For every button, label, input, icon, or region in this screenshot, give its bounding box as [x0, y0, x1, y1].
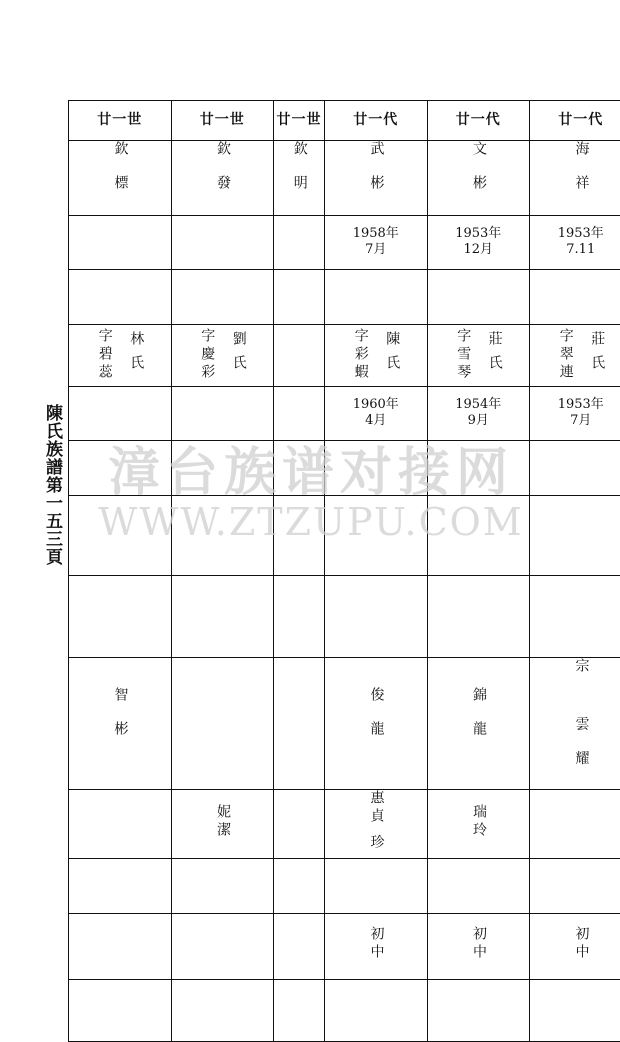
header-cell [171, 101, 274, 141]
row-education [69, 913, 620, 980]
sons-value: 宗 雲耀 [572, 658, 590, 784]
row-daughters [69, 790, 620, 859]
spouse-birth-cell [69, 386, 172, 441]
spouse-birth-cell [427, 386, 530, 441]
header-label: 廿一世 [97, 112, 142, 128]
row-burial [69, 495, 620, 575]
name-value: 文彬 [470, 141, 488, 209]
empty-cell [325, 441, 428, 496]
row-birth [69, 215, 620, 270]
empty-cell [530, 441, 620, 496]
birth-cell [427, 215, 530, 270]
header-label: 廿一代 [558, 112, 603, 128]
empty-cell [171, 980, 274, 1042]
spouse-birth-value: 1954年9月 [453, 397, 503, 430]
row-spouse [69, 324, 620, 386]
empty-cell [427, 270, 530, 325]
watermark-chinese: 漳台族谱对接网 [76, 430, 546, 505]
name-cell [427, 141, 530, 216]
spouse-surname: 莊氏 [588, 331, 606, 379]
spouse-cell [427, 324, 530, 386]
row-name [69, 141, 620, 216]
spouse-birth-cell [325, 386, 428, 441]
sons-value: 俊龍 [367, 687, 385, 755]
empty-cell [427, 575, 530, 657]
empty-cell [69, 575, 172, 657]
spouse-cell [69, 324, 172, 386]
empty-cell [274, 495, 325, 575]
spouse-cell [274, 324, 325, 386]
daughters-value: 瑞玲 [470, 804, 488, 840]
empty-cell [274, 270, 325, 325]
spouse-cell [325, 324, 428, 386]
empty-cell [530, 575, 620, 657]
spouse-birth-cell [171, 386, 274, 441]
birth-cell [69, 215, 172, 270]
empty-cell [427, 859, 530, 914]
empty-cell [171, 441, 274, 496]
education-cell [171, 913, 274, 980]
education-cell [325, 913, 428, 980]
birth-value: 1958年7月 [351, 226, 401, 259]
sons-cell [530, 657, 620, 790]
name-cell [171, 141, 274, 216]
birth-cell [530, 215, 620, 270]
empty-cell [69, 980, 172, 1042]
empty-cell [530, 270, 620, 325]
sons-cell [427, 657, 530, 790]
daughters-cell [274, 790, 325, 859]
spouse-cell [530, 324, 620, 386]
name-cell [530, 141, 620, 216]
birth-value: 1953年7.11 [556, 226, 606, 259]
empty-cell [171, 270, 274, 325]
empty-cell [171, 859, 274, 914]
spouse-entry [530, 328, 620, 382]
empty-cell [171, 575, 274, 657]
sons-value: 智彬 [111, 687, 129, 755]
empty-cell [69, 859, 172, 914]
sons-cell [69, 657, 172, 790]
empty-cell [274, 859, 325, 914]
name-value: 欽標 [111, 141, 129, 209]
sons-cell [171, 657, 274, 790]
sons-value: 錦龍 [470, 687, 488, 755]
daughters-value: 惠貞 珍 [367, 790, 385, 852]
daughters-cell [69, 790, 172, 859]
spouse-surname: 莊氏 [485, 331, 503, 379]
spouse-surname: 陳氏 [383, 331, 401, 379]
empty-cell [69, 441, 172, 496]
empty-cell [325, 980, 428, 1042]
row-spouse-birth [69, 386, 620, 441]
row-notes [69, 980, 620, 1042]
education-cell [69, 913, 172, 980]
watermark-url: WWW.ZTZUPU.COM [76, 500, 546, 544]
spouse-entry [69, 328, 171, 382]
spouse-courtesy-name: 字翠連 [556, 328, 574, 382]
spouse-courtesy-name: 字彩蝦 [351, 328, 369, 382]
header-label: 廿一世 [277, 112, 322, 128]
empty-cell [325, 495, 428, 575]
empty-cell [325, 270, 428, 325]
spouse-courtesy-name: 字慶彩 [198, 328, 216, 382]
spouse-birth-value: 1953年7月 [556, 397, 606, 430]
daughters-cell [427, 790, 530, 859]
empty-cell [325, 859, 428, 914]
spouse-birth-cell [274, 386, 325, 441]
spouse-entry [428, 328, 530, 382]
empty-cell [325, 575, 428, 657]
spouse-courtesy-name: 字雪琴 [454, 328, 472, 382]
header-cell [69, 101, 172, 141]
birth-cell [274, 215, 325, 270]
name-value: 欽明 [290, 141, 308, 209]
name-cell [69, 141, 172, 216]
education-value: 初中 [572, 926, 590, 962]
header-cell [325, 101, 428, 141]
row-death [69, 270, 620, 325]
page-side-title: 陳氏族譜第一五三頁 [40, 404, 65, 566]
education-cell [274, 913, 325, 980]
spouse-courtesy-name: 字碧蕊 [95, 328, 113, 382]
header-label: 廿一代 [353, 112, 398, 128]
empty-cell [427, 980, 530, 1042]
spouse-birth-cell [530, 386, 620, 441]
education-value: 初中 [470, 926, 488, 962]
header-cell [530, 101, 620, 141]
spouse-birth-value: 1960年4月 [351, 397, 401, 430]
row-headers [69, 101, 620, 141]
empty-cell [530, 859, 620, 914]
spouse-cell [171, 324, 274, 386]
empty-cell [274, 980, 325, 1042]
empty-cell [69, 270, 172, 325]
spouse-entry [325, 328, 427, 382]
birth-cell [325, 215, 428, 270]
education-cell [427, 913, 530, 980]
spouse-entry [172, 328, 274, 382]
name-cell [274, 141, 325, 216]
header-label: 廿一世 [200, 112, 245, 128]
header-cell [274, 101, 325, 141]
empty-cell [530, 495, 620, 575]
name-cell [325, 141, 428, 216]
empty-cell [427, 495, 530, 575]
empty-cell [274, 575, 325, 657]
spouse-surname: 林氏 [127, 331, 145, 379]
birth-cell [171, 215, 274, 270]
row-title [69, 859, 620, 914]
daughters-cell [530, 790, 620, 859]
sons-cell [325, 657, 428, 790]
genealogy-table [68, 100, 620, 1042]
spouse-surname: 劉氏 [229, 331, 247, 379]
empty-cell [171, 495, 274, 575]
name-value: 海祥 [572, 141, 590, 209]
education-cell [530, 913, 620, 980]
empty-cell [530, 980, 620, 1042]
education-value: 初中 [367, 926, 385, 962]
name-value: 武彬 [367, 141, 385, 209]
birth-value: 1953年12月 [453, 226, 503, 259]
sons-cell [274, 657, 325, 790]
daughters-cell [171, 790, 274, 859]
empty-cell [427, 441, 530, 496]
daughters-value: 妮潔 [214, 804, 232, 840]
daughters-cell [325, 790, 428, 859]
row-spouse-burial [69, 575, 620, 657]
empty-cell [274, 441, 325, 496]
header-cell [427, 101, 530, 141]
name-value: 欽發 [214, 141, 232, 209]
empty-cell [69, 495, 172, 575]
header-label: 廿一代 [456, 112, 501, 128]
row-sons [69, 657, 620, 790]
row-spouse-death [69, 441, 620, 496]
